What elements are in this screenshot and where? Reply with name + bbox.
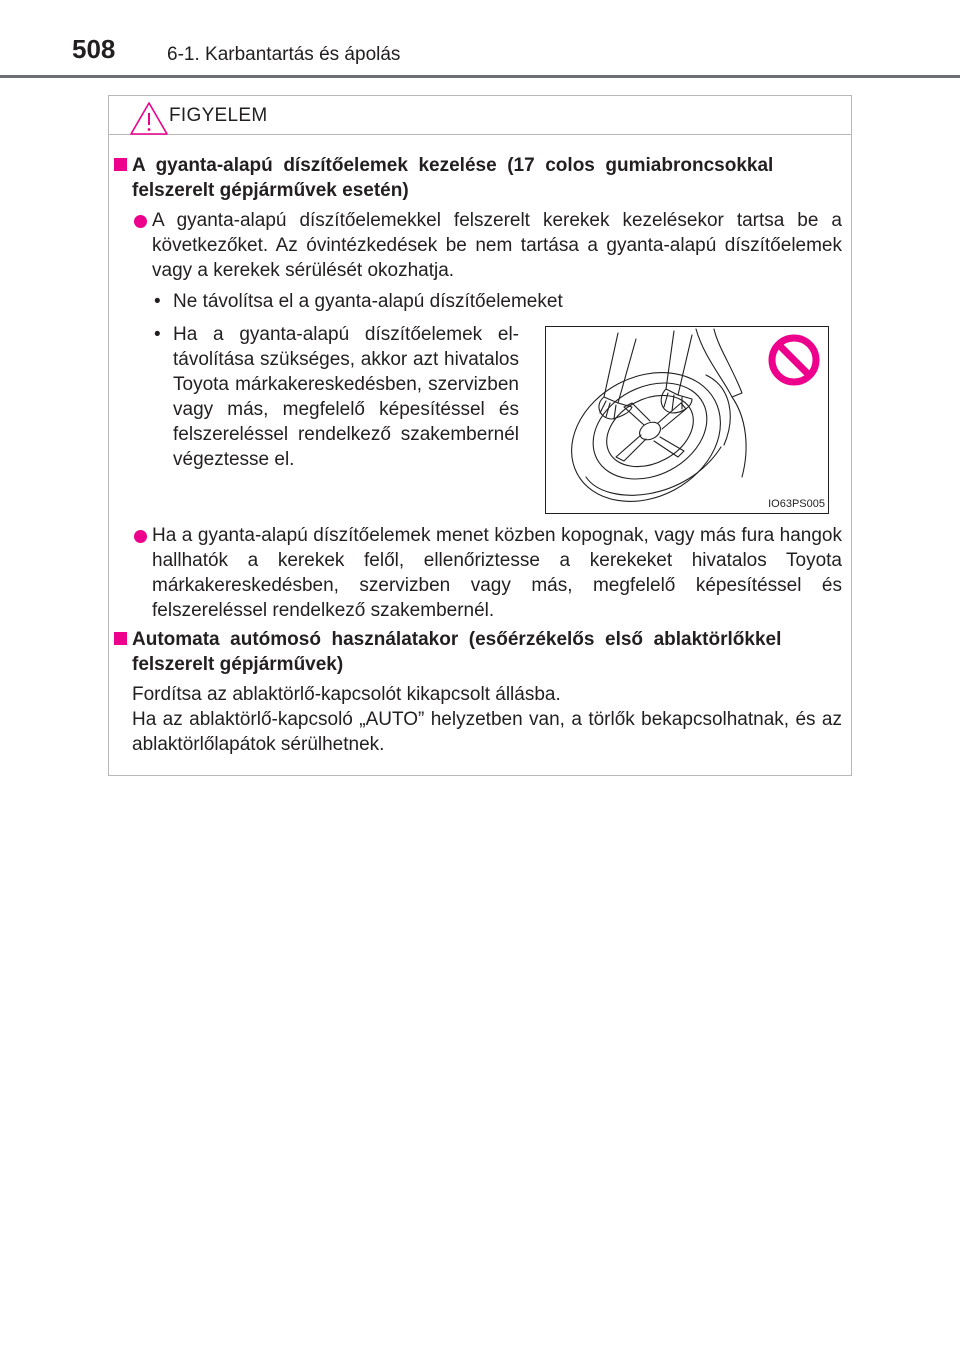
wheel-illustration xyxy=(545,326,829,514)
heading-line: felszerelt gépjárművek) xyxy=(132,654,344,675)
section-title: 6-1. Karbantartás és ápolás xyxy=(167,44,401,65)
warning-box xyxy=(108,95,852,776)
heading-line: A gyanta-alapú díszítőelemek kezelése (17 colos gumiabroncsokkal xyxy=(132,155,774,176)
heading-line: felszerelt gépjárművek esetén) xyxy=(132,180,409,201)
paragraph: Ha a gyanta-alapú díszítőelemek menet közben kopognak, vagy más fura hangok hallhatók a kerekek felől, ellenőriztesse a kerekeket hivatalos Toyota márkakereskedésben, szervizben vagy más, megfelelő képesítéssel és felszereléssel rendelkező szakembernél. xyxy=(152,525,842,621)
bullet-item: Ne távolítsa el a gyanta-alapú díszítőelemeket xyxy=(173,291,563,312)
figure-code: IO63PS005 xyxy=(768,498,825,510)
section-heading xyxy=(132,153,842,203)
paragraph: Ha az ablaktörlő-kapcsoló „AUTO” helyzetben van, a törlők bekapcsolhatnak, és az ablaktörlőlapátok sérülhetnek. xyxy=(132,709,842,755)
bullet-glyph: • xyxy=(154,291,161,312)
page-number: 508 xyxy=(72,34,116,64)
heading-line: Automata autómosó használatakor (esőérzékelős első ablaktörlőkkel xyxy=(132,629,782,650)
warning-triangle-icon xyxy=(129,101,169,137)
paragraph-line: Fordítsa az ablaktörlő-kapcsolót kikapcsolt állásba. xyxy=(132,684,561,705)
warning-header xyxy=(109,96,851,135)
heading-marker-icon xyxy=(114,158,127,171)
bullet-glyph: • xyxy=(154,324,161,345)
bullet-dot-icon xyxy=(134,215,147,228)
warning-label: FIGYELEM xyxy=(169,105,268,126)
bullet-item: Ha a gyanta-alapú díszítőelemek eltávolítása szükséges, akkor azt hivatalos Toyota márkakereskedésben, szervizben vagy más, megfelelő képesítéssel és felszereléssel rendelkező szakembernél végeztesse el. xyxy=(173,324,519,470)
heading-marker-icon xyxy=(114,632,127,645)
page-header xyxy=(0,0,960,80)
bullet-dot-icon xyxy=(134,530,147,543)
header-divider xyxy=(0,75,960,78)
section-heading xyxy=(132,627,842,677)
prohibited-icon xyxy=(767,333,821,387)
paragraph: A gyanta-alapú díszítőelemekkel felszerelt kerekek kezelésekor tartsa be a következőket. Az óvintézkedések be nem tartása a gyanta-alapú díszítőelemek vagy a kerekek sérülését okozhatja. xyxy=(152,210,842,281)
